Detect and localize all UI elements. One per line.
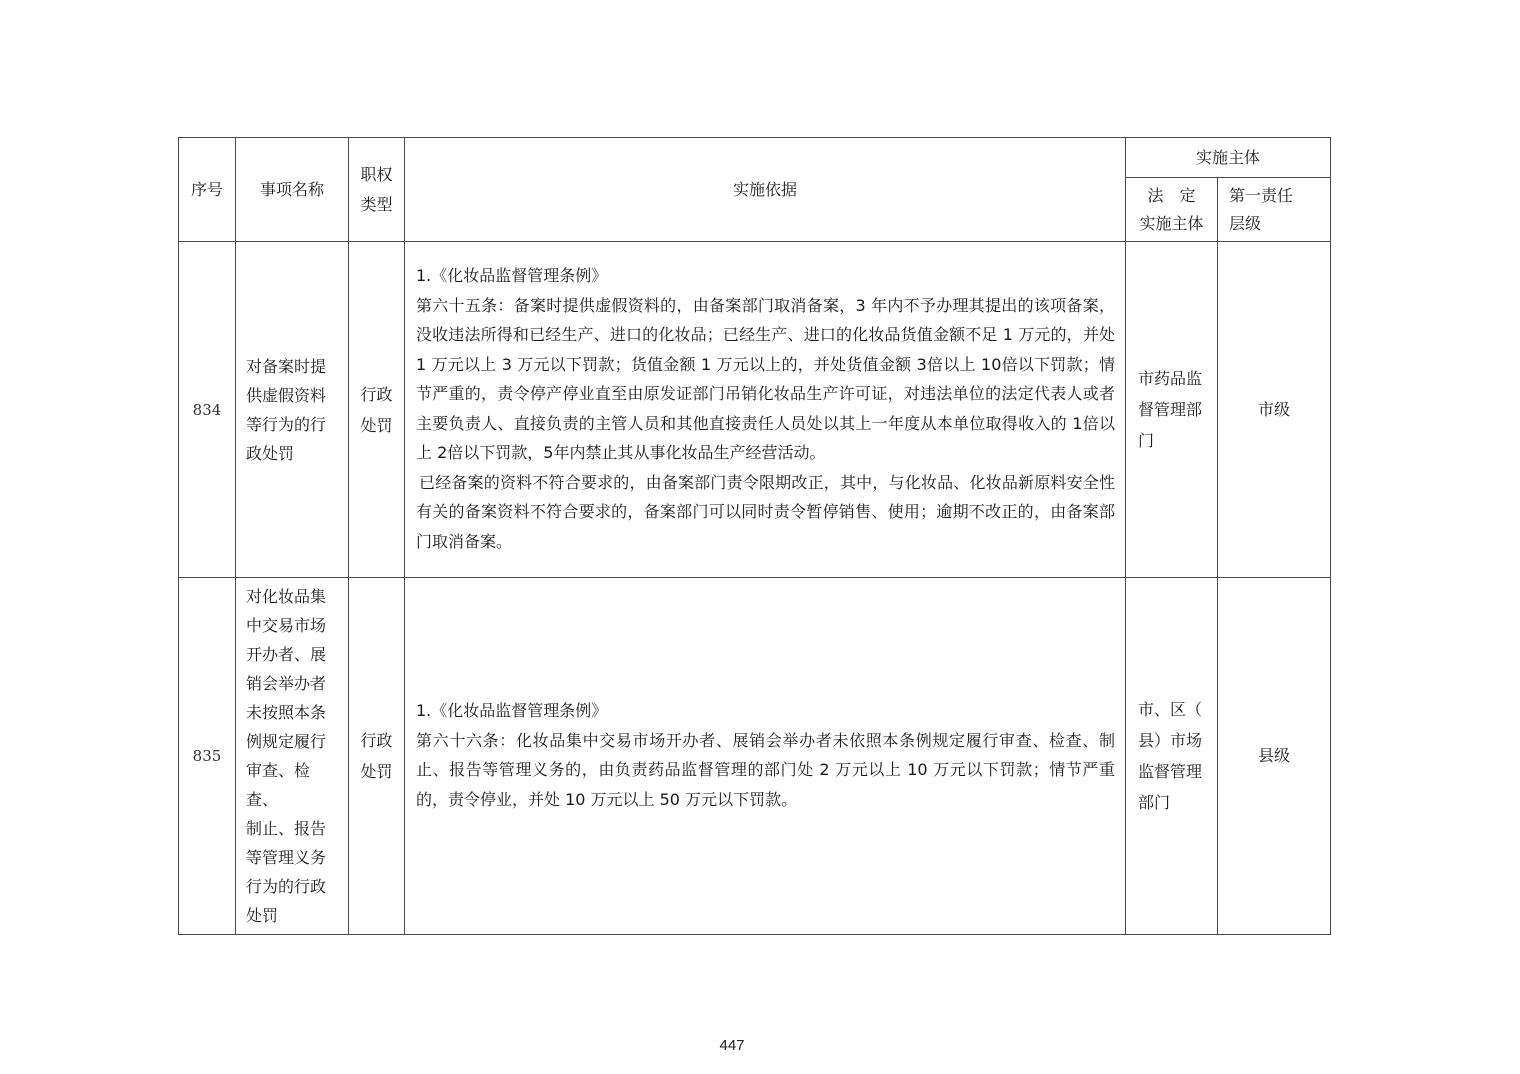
authority-type-line: 处罚 <box>360 762 393 781</box>
item-name-line: 中交易市场 <box>246 616 327 635</box>
basis-article-text: 第六十五条：备案时提供虚假资料的，由备案部门取消备案，3 年内不予办理其提出的该项备案，没收违法所得和已经生产、进口的化妆品；已经生产、进口的化妆品货值金额不足 1 万元的，并处 1 万元以上 3 万元以下罚款；货值金额 1 万元以上的，并处货值金额 3倍以上 10倍以下罚款；情节严重的，责令停产停业直至由原发证部门吊销化妆品生产许可证，对违法单位的法定代表人或者主要负责人、直接负责的主管人员和其他直接责任人员处以其上一年度从本单位取得收入的 1倍以上 2倍以下罚款，5年内禁止其从事化妆品生产经营活动。 <box>416 295 1115 463</box>
item-name-line: 未按照本条 <box>246 703 327 722</box>
item-name-line: 供虚假资料 <box>246 385 327 405</box>
authority-type-line: 处罚 <box>360 415 393 435</box>
legal-implementer-line: 部门 <box>1138 793 1171 812</box>
authority-type-line: 行政 <box>360 384 393 404</box>
item-name-line: 等行为的行 <box>246 414 327 434</box>
header-authority-type-line: 职权 <box>360 164 393 184</box>
header-legal-implementer-line: 实施主体 <box>1139 213 1204 233</box>
table-row <box>179 242 1331 578</box>
item-name-cell <box>236 578 349 935</box>
header-first-responsibility-line: 第一责任 <box>1229 185 1294 205</box>
basis-article-text: 已经备案的资料不符合要求的，由备案部门责令限期改正，其中，与化妆品、化妆品新原料安全性有关的备案资料不符合要求的，备案部门可以同时责令暂停销售、使用；逾期不改正的，由备案部门取消备案。 <box>416 472 1115 551</box>
authority-type-line: 行政 <box>360 731 393 750</box>
legal-implementer-line: 市、区（ <box>1138 700 1203 719</box>
legal-implementer-line: 市药品监 <box>1138 369 1203 388</box>
item-name-line: 处罚 <box>246 906 279 925</box>
item-name-line: 销会举办者 <box>246 674 327 693</box>
table-row <box>179 578 1331 935</box>
legal-implementer-line: 县）市场 <box>1138 731 1203 750</box>
basis-article-text: 第六十六条：化妆品集中交易市场开办者、展销会举办者未依照本条例规定履行审查、检查、制止、报告等管理义务的，由负责药品监督管理的部门处 2 万元以上 10 万元以下罚款；情节严重的，责令停业，并处 10 万元以上 50 万元以下罚款。 <box>416 730 1115 809</box>
item-name-line: 审查、检查、 <box>246 761 311 809</box>
serial-cell: 835 <box>179 578 236 935</box>
legal-implementer-cell <box>1126 242 1218 578</box>
basis-cell <box>405 242 1126 578</box>
first-level-cell: 市级 <box>1218 242 1331 578</box>
legal-implementer-line: 门 <box>1138 431 1155 450</box>
header-item-name: 事项名称 <box>236 138 349 242</box>
item-name-line: 行为的行政 <box>246 877 327 896</box>
header-basis: 实施依据 <box>405 138 1126 242</box>
item-name-cell <box>236 242 349 578</box>
header-first-responsibility-line: 层级 <box>1229 213 1262 233</box>
basis-law-title: 1.《化妆品监督管理条例》 <box>416 700 608 720</box>
header-authority-type-line: 类型 <box>360 194 393 214</box>
enforcement-items-table <box>178 137 1331 935</box>
item-name-line: 政处罚 <box>246 443 295 463</box>
item-name-line: 对备案时提 <box>246 356 327 376</box>
header-authority-type <box>349 138 405 242</box>
basis-cell <box>405 578 1126 935</box>
authority-type-cell <box>349 242 405 578</box>
authority-type-cell <box>349 578 405 935</box>
header-legal-implementer <box>1126 178 1218 242</box>
header-serial: 序号 <box>179 138 236 242</box>
first-level-cell: 县级 <box>1218 578 1331 935</box>
item-name-line: 等管理义务 <box>246 848 327 867</box>
serial-cell: 834 <box>179 242 236 578</box>
page-number: 447 <box>719 1037 745 1054</box>
header-first-responsibility <box>1218 178 1331 242</box>
legal-implementer-line: 督管理部 <box>1138 400 1203 419</box>
header-legal-implementer-line: 法 定 <box>1147 185 1196 205</box>
item-name-line: 制止、报告 <box>246 819 327 838</box>
legal-implementer-line: 监督管理 <box>1138 762 1203 781</box>
table-body <box>179 242 1331 935</box>
item-name-line: 开办者、展 <box>246 645 327 664</box>
item-name-line: 对化妆品集 <box>246 587 327 606</box>
item-name-line: 例规定履行 <box>246 732 327 751</box>
table-header <box>179 138 1331 242</box>
basis-law-title: 1.《化妆品监督管理条例》 <box>416 265 608 285</box>
legal-implementer-cell <box>1126 578 1218 935</box>
header-implementer-group: 实施主体 <box>1126 138 1331 178</box>
